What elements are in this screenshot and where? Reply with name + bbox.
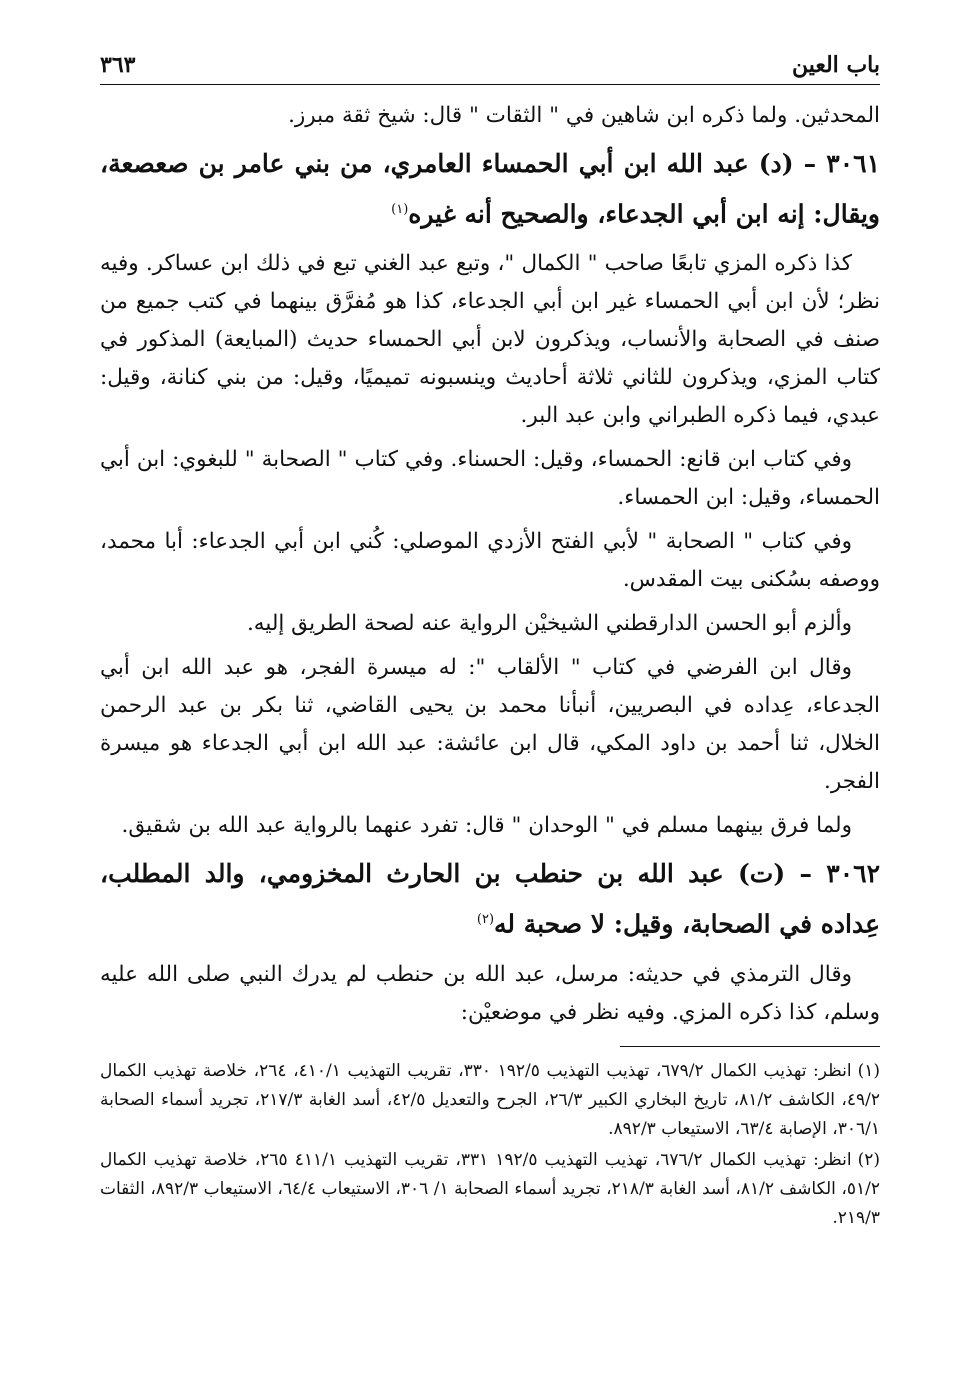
footnote-number: (٢): [857, 1149, 880, 1170]
footnote-divider: [620, 1046, 880, 1047]
paragraph: وألزم أبو الحسن الدارقطني الشيخيْن الرواية عنه لصحة الطريق إليه.: [246, 611, 852, 637]
paragraph: وفي كتاب ابن قانع: الحمساء، وقيل: الحسناء. وفي كتاب " الصحابة " للبغوي: ابن أبي الحمساء، وقيل: ابن الحمساء.: [100, 447, 880, 511]
entry-heading-text: ٣٠٦٢ – (ت) عبد الله بن حنطب بن الحارث المخزومي، والد المطلب، عِداده في الصحابة، وقيل: لا صحبة له: [100, 859, 880, 939]
footnote: [100, 1057, 880, 1144]
footnote-ref[interactable]: (١): [391, 202, 409, 217]
paragraph: المحدثين. ولما ذكره ابن شاهين في " الثقات " قال: شيخ ثقة مبرز.: [288, 103, 880, 128]
chapter-title: باب العين: [791, 52, 880, 78]
paragraph: كذا ذكره المزي تابعًا صاحب " الكمال "، وتبع عبد الغني تبع في ذلك ابن عساكر. وفيه نظر؛ لأن ابن أبي الحمساء غير ابن أبي الجدعاء، كذا هو مُفرَّق بينهما في كتب جميع من صنف في الصحابة والأنساب، ويذكرون لابن أبي الحمساء حديث (المبايعة) المذكور في كتاب المزي، ويذكرون للثاني ثلاثة أحاديث وينسبونه تميميًا، وقيل: من بني كنانة، وقيل: عبدي، فيما ذكره الطبراني وابن عبد البر.: [100, 251, 880, 429]
running-header: [100, 52, 880, 85]
entry-heading: [100, 851, 880, 947]
footnote-ref[interactable]: (٢): [476, 912, 495, 928]
entry-heading-text: ٣٠٦١ – (د) عبد الله ابن أبي الحمساء العامري، من بني عامر بن صعصعة، ويقال: إنه ابن أبي الجدعاء، والصحيح أنه غيره: [100, 149, 880, 229]
footnote-text: انظر: تهذيب الكمال ٦٧٦/٢، تهذيب التهذيب ١٩٢/٥ ٣٣١، تقريب التهذيب ٤١١/١ ٢٦٥، خلاصة تهذيب الكمال ٥١/٢، الكاشف ٨١/٢، أسد الغابة ٢١٨/٣، تجريد أسماء الصحابة ١/ ٣٠٦، الاستيعاب ٦٤/٤، الاستيعاب ٨٩٢/٣، الثقات ٢١٩/٣.: [100, 1149, 880, 1228]
paragraph: ولما فرق بينهما مسلم في " الوحدان " قال: تفرد عنهما بالرواية عبد الله بن شقيق.: [121, 813, 852, 839]
page-number: ٣٦٣: [100, 52, 136, 78]
footnote-text: انظر: تهذيب الكمال ٦٧٩/٢، تهذيب التهذيب ١٩٢/٥ ٣٣٠، تقريب التهذيب ٤١٠/١، ٢٦٤، خلاصة تهذيب الكمال ٤٩/٢، الكاشف ٨١/٢، تاريخ البخاري الكبير ٢٦/٣، الجرح والتعديل ٤٢/٥، أسد الغابة ٢١٧/٣، تجريد أسماء الصحابة ٣٠٦/١، الإصابة ٦٣/٤، الاستيعاب ٨٩٢/٣.: [100, 1060, 881, 1139]
paragraph: وفي كتاب " الصحابة " لأبي الفتح الأزدي الموصلي: كُني ابن أبي الجدعاء: أبا محمد، ووصفه بسُكنى بيت المقدس.: [100, 529, 880, 593]
footnotes: [100, 1057, 880, 1233]
main-text: [100, 97, 880, 1032]
footnote: [100, 1146, 880, 1233]
paragraph: وقال ابن الفرضي في كتاب " الألقاب ": له ميسرة الفجر، هو عبد الله ابن أبي الجدعاء، عِداده في البصريين، أنبأنا محمد بن يحيى القاضي، ثنا بكر بن عبد الرحمن الخلال، ثنا أحمد بن داود المكي، قال ابن عائشة: عبد الله ابن أبي الجدعاء هو ميسرة الفجر.: [100, 655, 880, 795]
book-page: [100, 52, 880, 1342]
paragraph: وقال الترمذي في حديثه: مرسل، عبد الله بن حنطب لم يدرك النبي صلى الله عليه وسلم، كذا ذكره المزي. وفيه نظر في موضعيْن:: [100, 961, 880, 1025]
entry-heading: [100, 141, 880, 237]
footnote-number: (١): [857, 1060, 880, 1081]
